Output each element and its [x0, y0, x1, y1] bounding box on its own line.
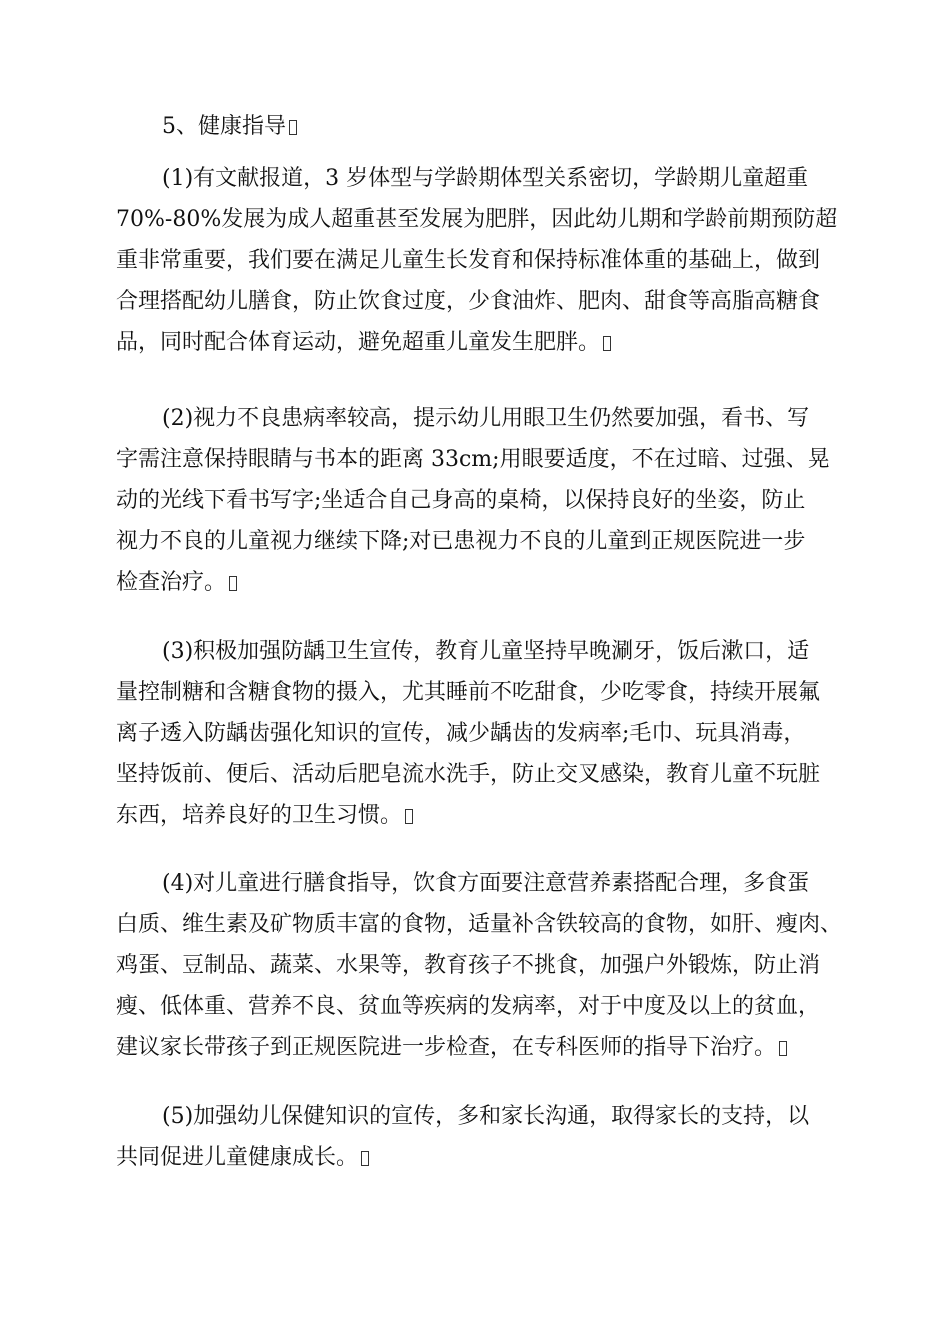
paragraph-line: (5)加强幼儿保健知识的宣传，多和家长沟通，取得家长的支持，以 — [162, 1104, 810, 1129]
paragraph-line: 瘦、低体重、营养不良、贫血等疾病的发病率，对于中度及以上的贫血， — [116, 994, 821, 1019]
paragraph-mark-icon — [229, 576, 237, 591]
paragraph-4 — [116, 863, 846, 1068]
paragraph-mark-icon — [779, 1041, 787, 1056]
paragraph-line-text: 建议家长带孩子到正规医院进一步检查，在专科医师的指导下治疗。 — [116, 1035, 777, 1060]
paragraph-2 — [116, 398, 846, 603]
paragraph-line-text: 品，同时配合体育运动，避免超重儿童发生肥胖。 — [116, 330, 601, 355]
paragraph-line: 合理搭配幼儿膳食，防止饮食过度，少食油炸、肥肉、甜食等高脂高糖食 — [116, 289, 821, 314]
paragraph-line — [116, 795, 846, 836]
paragraph-mark-icon — [361, 1151, 369, 1166]
paragraph-line-text: 检查治疗。 — [116, 570, 227, 595]
paragraph-3 — [116, 631, 846, 836]
section-heading-text: 5、健康指导 — [162, 114, 286, 139]
paragraph-line: 重非常重要，我们要在满足儿童生长发育和保持标准体重的基础上，做到 — [116, 248, 821, 273]
paragraph-line: 离子透入防龋齿强化知识的宣传，减少龋齿的发病率;毛巾、玩具消毒， — [116, 721, 806, 746]
paragraph-mark-icon — [289, 120, 297, 135]
paragraph-line: (4)对儿童进行膳食指导，饮食方面要注意营养素搭配合理，多食蛋 — [162, 871, 810, 896]
paragraph-line: 坚持饭前、便后、活动后肥皂流水洗手，防止交叉感染，教育儿童不玩脏 — [116, 762, 821, 787]
paragraph-line — [116, 322, 846, 363]
paragraph-line: 白质、维生素及矿物质丰富的食物，适量补含铁较高的食物，如肝、瘦肉、 — [116, 912, 843, 937]
paragraph-line: 量控制糖和含糖食物的摄入，尤其睡前不吃甜食，少吃零食，持续开展氟 — [116, 680, 821, 705]
paragraph-line: 动的光线下看书写字;坐适合自己身高的桌椅，以保持良好的坐姿，防止 — [116, 488, 806, 513]
paragraph-line-text: 东西，培养良好的卫生习惯。 — [116, 803, 403, 828]
paragraph-1 — [116, 158, 846, 363]
paragraph-line: (2)视力不良患病率较高，提示幼儿用眼卫生仍然要加强，看书、写 — [162, 406, 810, 431]
paragraph-mark-icon — [405, 809, 413, 824]
section-heading — [162, 112, 297, 142]
paragraph-5 — [116, 1096, 846, 1178]
paragraph-line: (3)积极加强防龋卫生宣传，教育儿童坚持早晚涮牙，饭后漱口，适 — [162, 639, 810, 664]
paragraph-line — [116, 1027, 846, 1068]
paragraph-line: 字需注意保持眼睛与书本的距离 33cm;用眼要适度，不在过暗、过强、晃 — [116, 447, 830, 472]
paragraph-line: 70%-80%发展为成人超重甚至发展为肥胖，因此幼儿期和学龄前期预防超 — [116, 207, 838, 232]
paragraph-line: (1)有文献报道，3 岁体型与学龄期体型关系密切，学龄期儿童超重 — [162, 166, 809, 191]
paragraph-line: 视力不良的儿童视力继续下降;对已患视力不良的儿童到正规医院进一步 — [116, 529, 806, 554]
paragraph-line — [116, 1137, 846, 1178]
paragraph-line: 鸡蛋、豆制品、蔬菜、水果等，教育孩子不挑食，加强户外锻炼，防止消 — [116, 953, 821, 978]
paragraph-line-text: 共同促进儿童健康成长。 — [116, 1145, 359, 1170]
paragraph-mark-icon — [603, 336, 611, 351]
paragraph-line — [116, 562, 846, 603]
